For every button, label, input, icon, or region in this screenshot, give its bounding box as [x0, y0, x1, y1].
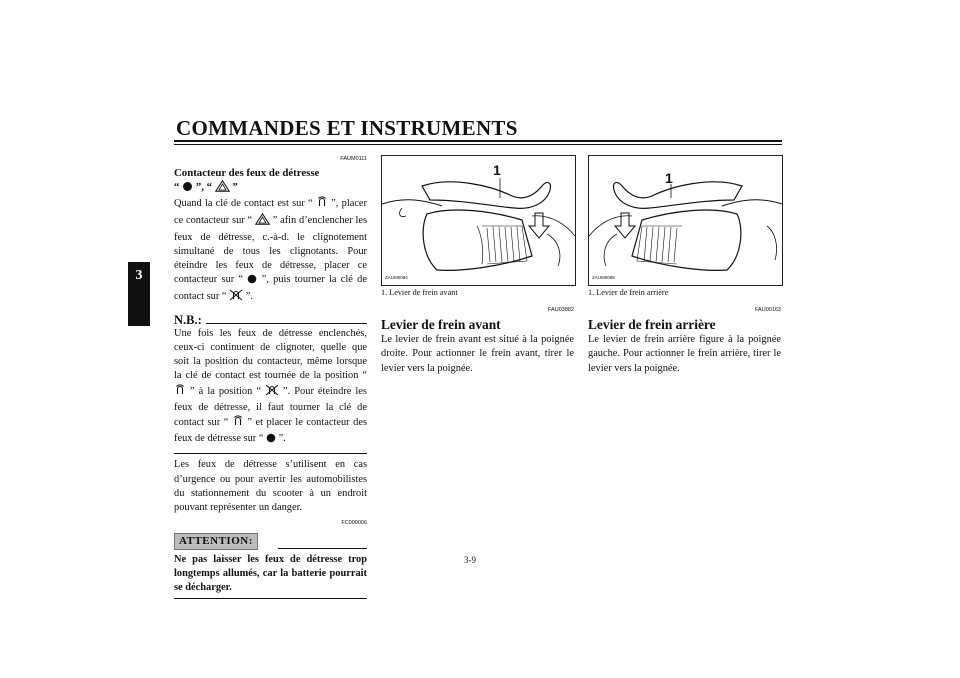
quote: ”, “ [195, 181, 213, 194]
figure-caption: 1. Levier de frein arrière [588, 288, 669, 297]
figure-code: ZAUM0085 [592, 275, 615, 280]
attention-label: ATTENTION: [174, 533, 258, 549]
key-off-icon [229, 289, 243, 306]
heading-line: Contacteur des feux de détresse [174, 167, 320, 180]
key-on-icon [316, 196, 328, 213]
figure-callout: 1 [665, 170, 673, 186]
text: ” afin d’enclencher les feux de détresse, c.-à-d. le clignotement simultané de tous les clignotants. Pour éteindre les feux de détresse, placer ce contacteur sur “ [174, 215, 367, 286]
text: ”, puis tourner la clé de contact sur “ [174, 274, 367, 303]
circle-dot-icon [247, 274, 257, 289]
key-on-icon [174, 384, 186, 401]
section-code: FAU03882 [548, 307, 574, 313]
text: Quand la clé de contact est sur “ [174, 198, 313, 210]
text: ” à la position “ [190, 385, 261, 397]
page-number: 3-9 [464, 555, 476, 565]
section-heading-front-brake: Levier de frein avant [381, 317, 501, 333]
figure-callout: 1 [493, 162, 501, 178]
nb-rule [206, 323, 367, 324]
attention-text: Ne pas laisser les feux de détresse trop longtemps allumés, car la batterie pourrait se décharger. [174, 553, 367, 594]
heading-symbols [174, 180, 367, 196]
paragraph-front-brake: Le levier de frein avant est situé à la poignée droite. Pour actionner le frein avant, tirer le levier vers la poignée. [381, 334, 574, 374]
header-rule [174, 140, 782, 142]
text: ”, placer ce contacteur sur “ [174, 198, 368, 227]
figure-front-brake-lever [381, 155, 576, 286]
section-heading-hazard [174, 166, 367, 196]
nb-end-rule [174, 453, 367, 454]
brake-lever-illustration [589, 156, 782, 285]
paragraph-hazard [174, 196, 367, 306]
text: ” et placer le contacteur des feux de détresse sur “ [174, 417, 367, 445]
figure-code: ZAUM0084 [385, 275, 408, 280]
section-code: FAUM0111 [340, 156, 367, 162]
section-heading-rear-brake: Levier de frein arrière [588, 317, 716, 333]
attention-end-rule [174, 598, 367, 599]
circle-dot-icon [266, 433, 276, 448]
quote: “ [174, 181, 180, 194]
key-on-icon [232, 415, 244, 432]
attention-rule [278, 548, 367, 549]
paragraph-rear-brake: Le levier de frein arrière figure à la poignée gauche. Pour actionner le frein arrière, tirer le levier vers la poignée. [588, 334, 781, 374]
section-code: FC000006 [341, 520, 367, 527]
paragraph-nb [174, 327, 367, 449]
chapter-number: 3 [135, 268, 143, 283]
text: ”. [245, 291, 253, 303]
hazard-triangle-icon [215, 180, 230, 196]
header-rule-thin [174, 144, 782, 145]
nb-heading [174, 313, 367, 327]
page-title: COMMANDES ET INSTRUMENTS [176, 116, 518, 140]
middle-column [381, 303, 574, 376]
text: ”. [278, 433, 286, 445]
quote: ” [232, 181, 238, 194]
brake-lever-illustration [382, 156, 575, 285]
nb-label: N.B.: [174, 312, 202, 327]
section-code: FAU00163 [755, 307, 781, 313]
hazard-triangle-icon [255, 213, 270, 230]
paragraph-usage: Les feux de détresse s’utilisent en cas d’urgence ou pour avertir les automobilistes du stationnement du scooter à un endroit pouvant représenter un danger. [174, 459, 367, 514]
text: Une fois les feux de détresse enclenchés, ceux-ci continuent de clignoter, quelle que soit la position du contacteur, même lorsque la clé de contact est tournée de la position “ [174, 327, 367, 382]
attention-heading [174, 533, 367, 549]
figure-caption: 1. Levier de frein avant [381, 288, 458, 297]
circle-dot-icon [182, 181, 193, 196]
text: ”. Pour éteindre les feux de détresse, il faut tourner la clé de contact sur “ [174, 385, 367, 429]
right-column [588, 303, 781, 376]
figure-rear-brake-lever [588, 155, 783, 286]
left-column [174, 152, 367, 599]
key-off-icon [265, 384, 279, 401]
